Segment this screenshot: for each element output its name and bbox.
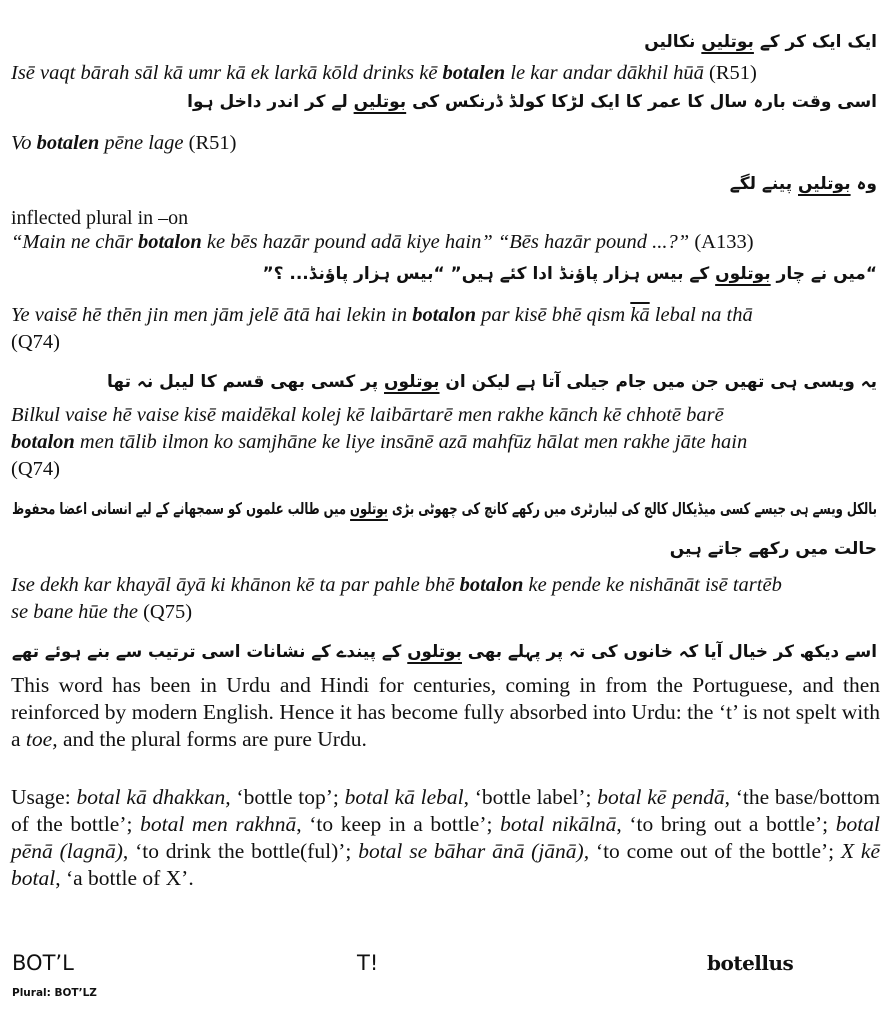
translit-text: par kisē bhē qism xyxy=(476,304,631,326)
urdu-headword-underlined: بوتلیں xyxy=(798,174,851,194)
source-reference-line xyxy=(11,457,880,481)
transliteration-example-5 xyxy=(11,303,880,327)
usage-term: botal kā dhakkan, xyxy=(76,785,231,809)
source-reference: (Q75) xyxy=(143,601,193,623)
usage-label: Usage: xyxy=(11,785,77,809)
commentary-italic-term: toe, xyxy=(25,727,58,751)
urdu-text: وہ xyxy=(850,174,877,194)
usage-term: botal nikālnā xyxy=(500,812,617,836)
commentary-text: and the plural forms are pure Urdu. xyxy=(57,727,367,751)
urdu-text: پینے لگے xyxy=(729,174,799,194)
urdu-text: یہ ویسی ہی تھیں جن میں جام جیلی آتا ہے لیکن ان xyxy=(439,372,877,392)
translit-text: le kar andar dākhil hūā xyxy=(505,62,704,84)
urdu-example-6-line-1 xyxy=(12,497,877,521)
urdu-headword-underlined: بوتلوں xyxy=(350,499,388,518)
usage-term: botal men rakhnā xyxy=(140,812,297,836)
urdu-text: ایک ایک کر کے xyxy=(753,32,877,52)
urdu-headword-underlined: بوتلیں xyxy=(701,32,754,52)
usage-term: botal kē pendā xyxy=(597,785,725,809)
usage-term: botal pēnā (lagnā) xyxy=(11,812,880,863)
source-reference: (Q74) xyxy=(11,458,60,480)
urdu-text: کے پیندے کے نشانات اسی ترتیب سے بنے ہوئے تھے xyxy=(11,642,408,662)
urdu-example-5 xyxy=(12,370,877,394)
usage-gloss: , ‘to bring out a bottle’; xyxy=(616,812,836,836)
urdu-headword-underlined: بوتلوں xyxy=(407,642,462,662)
urdu-headword-underlined: بوتلیں xyxy=(353,92,407,112)
usage-gloss: ‘to come out of the bottle’; xyxy=(589,839,841,863)
translit-text: men tālib ilmon ko samjhāne ke liye insānē azā mahfūz hālat men rakhe jāte hain xyxy=(74,431,748,453)
usage-term: botal kā lebal xyxy=(344,785,464,809)
commentary-text: This word has been in Urdu and Hindi for centuries, coming in from the Portuguese, and then reinforced by modern English. Hence it has become fully absorbed into Urdu: the ‘t’ is not spelt with a xyxy=(11,673,880,751)
urdu-text: “میں نے چار xyxy=(770,264,877,284)
headword-bold: botalen xyxy=(36,132,100,154)
usage-gloss: ‘bottle top’; xyxy=(230,785,345,809)
transliteration-example-6-line-1 xyxy=(11,403,880,427)
urdu-text: نکالیں xyxy=(644,32,702,52)
translit-text: Ise dekh kar khayāl āyā ki khānon kē ta par pahle bhē xyxy=(11,574,460,596)
transliteration-example-2 xyxy=(11,61,880,85)
translit-text: “Main ne chār xyxy=(11,231,138,253)
urdu-headword-underlined: بوتلوں xyxy=(384,372,440,392)
source-reference: (A133) xyxy=(694,231,754,253)
transliteration-example-6-line-2 xyxy=(11,430,880,454)
translit-text: Bilkul vaise hē vaise kisē maidēkal kolej kē laibārtarē men rakhe kānch kē chhotē barē xyxy=(11,404,724,426)
usage-gloss: , ‘the base/bottom of the bottle’; xyxy=(11,785,881,836)
translit-text: ke bēs hazār pound adā kiye hain” “Bēs hazār pound ...?” xyxy=(201,231,690,253)
source-reference: (Q74) xyxy=(11,331,60,353)
usage-list xyxy=(11,785,880,890)
urdu-text: کے بیس ہزار پاؤنڈ ادا کئے ہیں” “بیس ہزار پاؤنڈ... ؟” xyxy=(262,264,716,284)
overlined-word: $\overline{kā}$ xyxy=(630,304,650,326)
transliteration-example-4 xyxy=(11,230,880,254)
footer-marker: T! xyxy=(357,951,379,975)
urdu-example-3 xyxy=(12,172,877,196)
urdu-text: اسے دیکھ کر خیال آیا کہ خانوں کی تہ پر پہلے بھی xyxy=(461,642,877,662)
commentary-paragraph xyxy=(11,672,880,753)
footer-plural: Plural: BOT’LZ xyxy=(12,987,97,999)
transliteration-example-7-line-1 xyxy=(11,573,880,597)
usage-term: X kē botal xyxy=(11,839,880,890)
urdu-example-6-line-2 xyxy=(12,537,877,561)
urdu-headword-underlined: بوتلوں xyxy=(715,264,771,284)
source-reference: (R51) xyxy=(188,132,237,154)
translit-text: Isē vaqt bārah sāl kā umr kā ek larkā kōld drinks kē xyxy=(11,62,443,84)
headword-bold: botalon xyxy=(412,304,476,326)
urdu-example-2 xyxy=(12,90,877,114)
footer-headword: BOT’L xyxy=(12,951,74,975)
translit-text: Vo xyxy=(11,132,37,154)
footer-latin-etymon: botellus xyxy=(707,951,794,975)
headword-bold: botalon xyxy=(137,231,202,253)
translit-text: Ye vaisē hē thēn jin men jām jelē ātā hai lekin in xyxy=(11,304,413,326)
usage-gloss: , ‘to drink the bottle(ful)’; xyxy=(122,839,359,863)
headword-bold: botalon xyxy=(11,431,75,453)
transliteration-example-3 xyxy=(11,131,880,155)
urdu-text: پر کسی بھی قسم کا لیبل نہ تھا xyxy=(107,372,385,392)
usage-paragraph xyxy=(11,784,880,892)
urdu-text: اسی وقت بارہ سال کا عمر کا ایک لڑکا کولڈ ڈرنکس کی xyxy=(406,92,877,112)
usage-gloss: , ‘a bottle of X’. xyxy=(55,866,194,890)
inflected-plural-heading: inflected plural in –on xyxy=(11,207,189,229)
urdu-text: لے کر اندر داخل ہوا xyxy=(187,92,354,112)
usage-gloss: , ‘bottle label’; xyxy=(463,785,598,809)
urdu-example-1 xyxy=(12,30,877,54)
urdu-text: میں طالب علموں کو سمجھانے کے لیے انسانی اعضا محفوظ xyxy=(12,499,351,518)
urdu-text: حالت میں رکھے جاتے ہیں xyxy=(669,539,877,559)
headword-bold: botalen xyxy=(442,62,506,84)
translit-text: ke pende ke nishānāt isē tartēb xyxy=(523,574,782,596)
transliteration-example-7-line-2 xyxy=(11,600,880,624)
translit-text: se bane hūe the xyxy=(11,601,138,623)
translit-text: lebal na thā xyxy=(649,304,753,326)
urdu-example-4 xyxy=(12,262,877,286)
headword-bold: botalon xyxy=(459,574,524,596)
source-reference-line xyxy=(11,330,880,354)
urdu-text: بالکل ویسے ہی جیسے کسی میڈیکال کالج کی لیبارٹری میں رکھے کانچ کی چھوٹی بڑی xyxy=(387,499,877,518)
translit-text: pēne lage xyxy=(99,132,184,154)
source-reference: (R51) xyxy=(709,62,757,84)
urdu-example-7 xyxy=(11,640,877,664)
usage-gloss: , ‘to keep in a bottle’; xyxy=(296,812,501,836)
usage-term: botal se bāhar ānā (jānā), xyxy=(358,839,590,863)
